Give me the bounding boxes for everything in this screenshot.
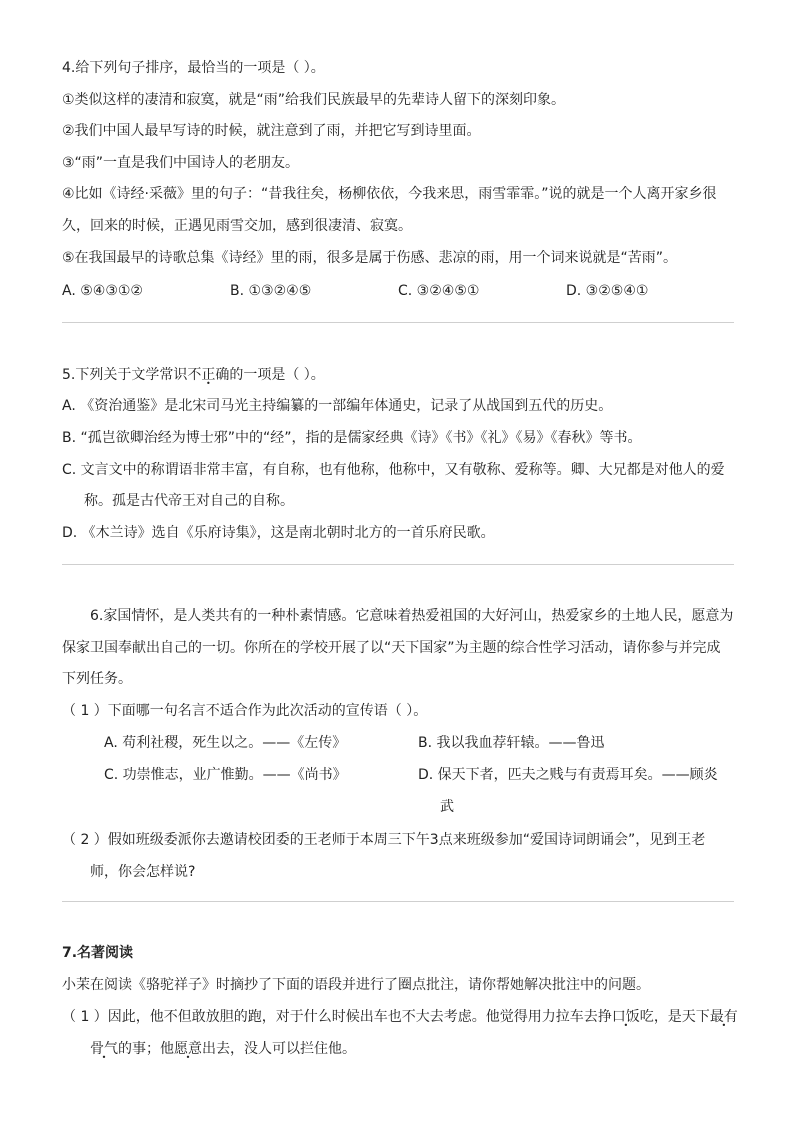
q4-sentence-4b: 久，回来的时候，正遇见雨雪交加，感到很凄清、寂寞。 bbox=[62, 218, 412, 234]
q7-title: 7.名著阅读 bbox=[62, 945, 134, 961]
q5-option-a[interactable]: A. 《资治通鉴》是北宋司马光主持编纂的一部编年体通史，记录了从战国到五代的历史。 bbox=[62, 398, 613, 414]
q7-passage-line2: 骨气的事；他愿意出去，没人可以拦住他。 bbox=[90, 1041, 356, 1057]
q5-option-c-line1[interactable]: C. 文言文中的称谓语非常丰富，有自称，也有他称，他称中，又有敬称、爱称等。卿、大兄都是对他人的爱 bbox=[62, 462, 725, 478]
q4-stem: 4.给下列句子排序，最恰当的一项是（ ）。 bbox=[62, 60, 325, 76]
q6-option-a[interactable]: A. 苟利社稷，死生以之。——《左传》 bbox=[104, 735, 347, 751]
q6-option-d[interactable]: D. 保天下者，匹夫之贱与有责焉耳矣。——顾炎 bbox=[418, 767, 718, 783]
emphasis-dots: 不正确 bbox=[187, 367, 230, 383]
q4-sentence-4a: ④比如《诗经·采薇》里的句子：“昔我往矣，杨柳依依，今我来思，雨雪霏霏。”说的就是一个人离开家乡很 bbox=[62, 186, 717, 202]
q4-sentence-1: ①类似这样的凄清和寂寞，就是“雨”给我们民族最早的先辈诗人留下的深刻印象。 bbox=[62, 92, 566, 108]
q6-intro-line2: 保家卫国奉献出自己的一切。你所在的学校开展了以“天下国家”为主题的综合性学习活动，请你参与并完成 bbox=[62, 640, 721, 656]
q6-sub-question-2-wrap: 师，你会怎样说? bbox=[90, 864, 196, 880]
emphasis-dots: 愿意 bbox=[174, 1041, 202, 1057]
emphasis-dots: 挣口饭吃 bbox=[597, 1009, 654, 1025]
emphasis-dots: 骨气 bbox=[90, 1041, 118, 1057]
q6-intro-line3: 下列任务。 bbox=[62, 671, 132, 687]
q6-sub-question-2: （ 2 ）假如班级委派你去邀请校团委的王老师于本周三下午3点来班级参加“爱国诗词朗诵会”，见到王老 bbox=[62, 832, 706, 848]
q7-passage-line1: （ 1 ）因此，他不但敢放胆的跑，对于什么时候出车也不大去考虑。他觉得用力拉车去挣口饭吃，是天下最有 bbox=[62, 1009, 738, 1025]
q5-stem: 5.下列关于文学常识不正确的一项是（ ）。 bbox=[62, 367, 325, 383]
q6-option-b[interactable]: B. 我以我血荐轩辕。——鲁迅 bbox=[418, 735, 605, 751]
q6-intro-line1: 6.家国情怀，是人类共有的一种朴素情感。它意味着热爱祖国的大好河山，热爱家乡的土地人民，愿意为 bbox=[90, 608, 734, 624]
q7-intro: 小茉在阅读《骆驼祥子》时摘抄了下面的语段并进行了圈点批注，请你帮她解决批注中的问题。 bbox=[62, 977, 650, 993]
q6-option-d-wrap: 武 bbox=[440, 799, 454, 815]
divider bbox=[62, 564, 734, 565]
q4-option-b[interactable]: B. ①③②④⑤ bbox=[230, 283, 312, 299]
q4-option-a[interactable]: A. ⑤④③①② bbox=[62, 283, 143, 299]
q5-option-c-line2: 称。孤是古代帝王对自己的自称。 bbox=[84, 493, 294, 509]
q6-option-c[interactable]: C. 功崇惟志，业广惟勤。——《尚书》 bbox=[104, 767, 347, 783]
divider bbox=[62, 901, 734, 902]
q5-option-d[interactable]: D. 《木兰诗》选自《乐府诗集》，这是南北朝时北方的一首乐府民歌。 bbox=[62, 525, 495, 541]
q4-option-c[interactable]: C. ③②④⑤① bbox=[398, 283, 480, 299]
emphasis-dots: 最有 bbox=[709, 1009, 738, 1025]
q4-sentence-3: ③“雨”一直是我们中国诗人的老朋友。 bbox=[62, 155, 300, 171]
q4-option-d[interactable]: D. ③②⑤④① bbox=[566, 283, 649, 299]
divider bbox=[62, 322, 734, 323]
q4-sentence-5: ⑤在我国最早的诗歌总集《诗经》里的雨，很多是属于伤感、悲凉的雨，用一个词来说就是“苦雨”。 bbox=[62, 250, 678, 266]
q6-sub-question-1: （ 1 ）下面哪一句名言不适合作为此次活动的宣传语（ ）。 bbox=[62, 703, 428, 719]
q5-option-b[interactable]: B. “孤岂欲卿治经为博士邪”中的“经”，指的是儒家经典《诗》《书》《礼》《易》《春秋》等书。 bbox=[62, 430, 642, 446]
q4-sentence-2: ②我们中国人最早写诗的时候，就注意到了雨，并把它写到诗里面。 bbox=[62, 123, 481, 139]
